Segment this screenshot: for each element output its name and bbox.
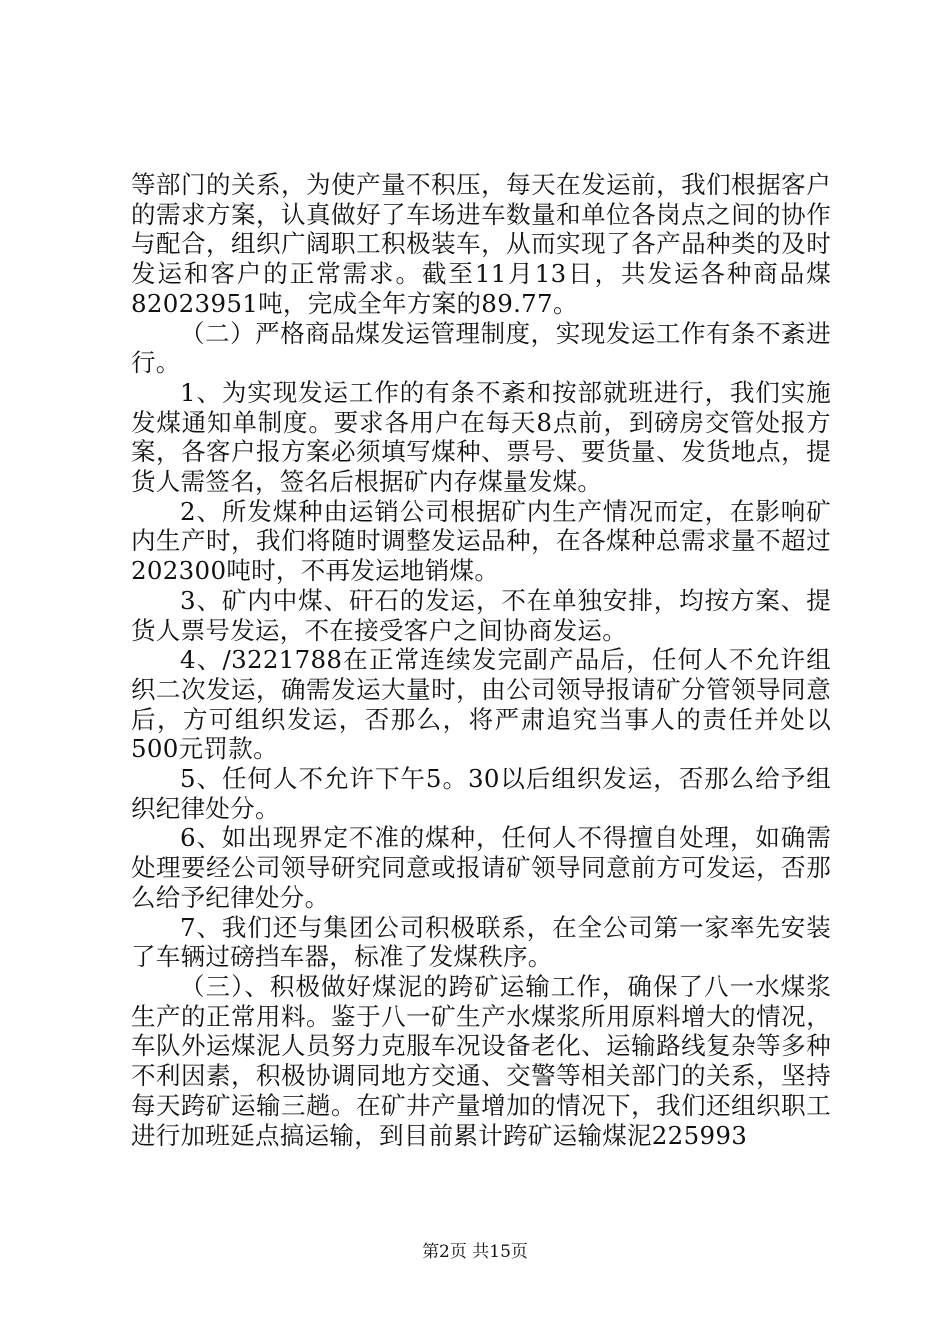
list-item-4: 4、/3221788在正常连续发完副产品后，任何人不允许组织二次发运，确需发运大量时，由公司领导报请矿分管领导同意后，方可组织发运，否那么，将严肃追究当事人的责任并处以500元罚款。 bbox=[131, 645, 831, 764]
list-item-5: 5、任何人不允许下午5。30以后组织发运，否那么给予组织纪律处分。 bbox=[131, 764, 831, 823]
document-body bbox=[131, 170, 831, 1150]
list-item-3: 3、矿内中煤、矸石的发运，不在单独安排，均按方案、提货人票号发运，不在接受客户之间协商发运。 bbox=[131, 585, 831, 645]
section-heading-2: （二）严格商品煤发运管理制度，实现发运工作有条不紊进行。 bbox=[131, 318, 831, 378]
paragraph-continuation: 等部门的关系，为使产量不积压，每天在发运前，我们根据客户的需求方案，认真做好了车场进车数量和单位各岗点之间的协作与配合，组织广阔职工积极装车，从而实现了各产品种类的及时发运和客户的正常需求。截至11月13日，共发运各种商品煤82023951吨，完成全年方案的89.77。 bbox=[131, 170, 831, 318]
list-item-6: 6、如出现界定不准的煤种，任何人不得擅自处理，如确需处理要经公司领导研究同意或报请矿领导同意前方可发运，否那么给予纪律处分。 bbox=[131, 823, 831, 912]
page-footer bbox=[0, 1240, 950, 1264]
list-item-1: 1、为实现发运工作的有条不紊和按部就班进行，我们实施发煤通知单制度。要求各用户在每天8点前，到磅房交管处报方案，各客户报方案必须填写煤种、票号、要货量、发货地点，提货人需签名，签名后根据矿内存煤量发煤。 bbox=[131, 377, 831, 497]
section-heading-3: （三）、积极做好煤泥的跨矿运输工作，确保了八一水煤浆生产的正常用料。鉴于八一矿生产水煤浆所用原料增大的情况，车队外运煤泥人员努力克服车况设备老化、运输路线复杂等多种不利因素，积极协调同地方交通、交警等相关部门的关系，坚持每天跨矿运输三趟。在矿井产量增加的情况下，我们还组织职工进行加班延点搞运输，到目前累计跨矿运输煤泥225993 bbox=[131, 971, 831, 1150]
list-item-7: 7、我们还与集团公司积极联系，在全公司第一家率先安装了车辆过磅挡车器，标准了发煤秩序。 bbox=[131, 912, 831, 972]
list-item-2: 2、所发煤种由运销公司根据矿内生产情况而定，在影响矿内生产时，我们将随时调整发运品种，在各煤种总需求量不超过202300吨时，不再发运地销煤。 bbox=[131, 496, 831, 586]
page-number-label: 第2页 共15页 bbox=[422, 1242, 528, 1262]
